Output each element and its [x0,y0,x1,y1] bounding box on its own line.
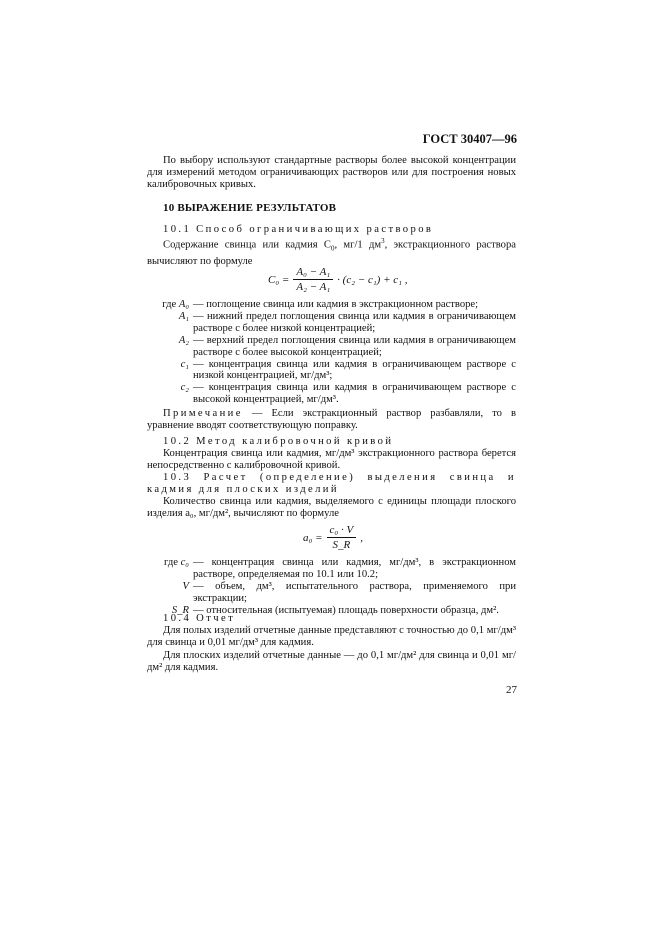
s10-1-title [147,224,516,236]
standard-code: ГОСТ 30407—96 [422,132,517,146]
def-symbol: V [182,580,189,592]
s10-4-paragraph-1: Для полых изделий отчетные данные представляют с точностью до 0,1 мг/дм³ для свинца и 0,01 мг/дм³ для кадмия. [147,625,516,648]
def-symbol: A₂ [178,334,189,346]
def-symbol: c₂ [180,382,189,394]
note-text: — Если экстракционный раствор разбавляли, то в уравнение вводят соответствующую поправку. [147,408,516,431]
definition-row [147,299,516,311]
s10-1-text-sub: 0 [331,244,335,253]
def-symbol: A₀ [178,299,189,310]
s10-4-title-text: 10.4 Отчет [163,613,236,624]
def-prefix: где [162,299,179,310]
formula-a0 [303,524,363,551]
section-10-title: 10 ВЫРАЖЕНИЕ РЕЗУЛЬТАТОВ [163,202,337,214]
def-symbol: c₀ [180,557,189,568]
formula-a0-numerator: c₀ · V [327,524,357,538]
definition-row [147,557,516,581]
intro-paragraph: По выбору используют стандартные растворы более высокой концентрации для измерений методом ограничивающих растворов или для построения новых калибровочных кривых. [147,155,516,190]
def-prefix: где [164,557,181,568]
def-text: — поглощение свинца или кадмия в экстракционном растворе; [193,299,479,310]
s10-1-text-b: , мг/1 дм [334,239,382,251]
formula-a0-rhs: , [360,531,363,544]
definition-row [147,335,516,359]
page-number: 27 [506,684,517,696]
s10-1-paragraph [147,236,516,267]
definition-row [147,581,516,605]
s10-2-paragraph: Концентрация свинца или кадмия, мг/дм³ экстракционного раствора берется непосредственно с калибровочной кривой. [147,448,516,471]
definition-row [147,311,516,335]
s10-1-title-text: 10.1 Способ ограничивающих растворов [163,224,434,235]
s10-4-paragraph-2: Для плоских изделий отчетные данные — до 0,1 мг/дм² для свинца и 0,01 мг/дм² для кадмия. [147,650,516,673]
def-text: — относительная (испытуемая) площадь поверхности образца, дм². [193,604,499,616]
def-text: — концентрация свинца или кадмия в ограничивающем растворе с низкой концентрацией, мг/дм³; [193,358,516,382]
def-symbol: A₁ [178,310,189,322]
s10-2-title-text: 10.2 Метод калибровочной кривой [163,436,394,447]
s10-3-title-text: 10.3 Расчет (определение) выделения свинца и кадмия для плоских изделий [147,472,516,495]
s10-3-paragraph: Количество свинца или кадмия, выделяемого с единицы площади плоского изделия a₀, мг/дм², вычисляют по формуле [147,496,516,519]
formula-c0-numerator: A₀ − A₁ [293,266,333,280]
def-symbol: S_R [171,604,189,616]
def-text: — нижний предел поглощения свинца или кадмия в ограничивающем растворе с более низкой концентрацией; [193,310,516,334]
s10-1-definitions [147,299,516,406]
note-label: Примечание [163,408,243,419]
formula-a0-lhs: a₀ = [303,531,323,544]
formula-c0-lhs: C₀ = [268,273,290,286]
formula-c0-denominator: A₂ − A₁ [296,281,331,293]
s10-1-text-a: Содержание свинца или кадмия C [163,239,331,251]
def-symbol: c₁ [180,358,189,370]
s10-4-title [147,613,516,625]
formula-a0-denominator: S_R [332,539,351,551]
def-text: — верхний предел поглощения свинца или кадмия в ограничивающем растворе с более высокой концентрацией; [193,334,516,358]
s10-1-text-sup: 3 [381,237,385,245]
formula-c0-fraction [293,266,333,293]
s10-1-note [147,408,516,432]
formula-c0-rhs: · (c₂ − c₁) + c₁ , [337,273,408,286]
def-text: — объем, дм³, испытательного раствора, применяемого при экстракции; [193,580,516,604]
definition-row [147,382,516,406]
def-text: — концентрация свинца или кадмия в ограничивающем растворе с высокой концентрацией, мг/дм³. [193,382,516,406]
formula-c0 [268,266,407,293]
definition-row [147,359,516,383]
formula-a0-fraction [327,524,357,551]
s10-3-title [147,472,516,496]
s10-1-text-c: , экстракционного раствора вычисляют по формуле [147,239,516,267]
def-text: — концентрация свинца или кадмия, мг/дм³, в экстракционном растворе, определяемая по 10.1 или 10.2; [193,557,516,580]
s10-3-definitions [147,557,516,617]
s10-2-title [147,436,516,448]
